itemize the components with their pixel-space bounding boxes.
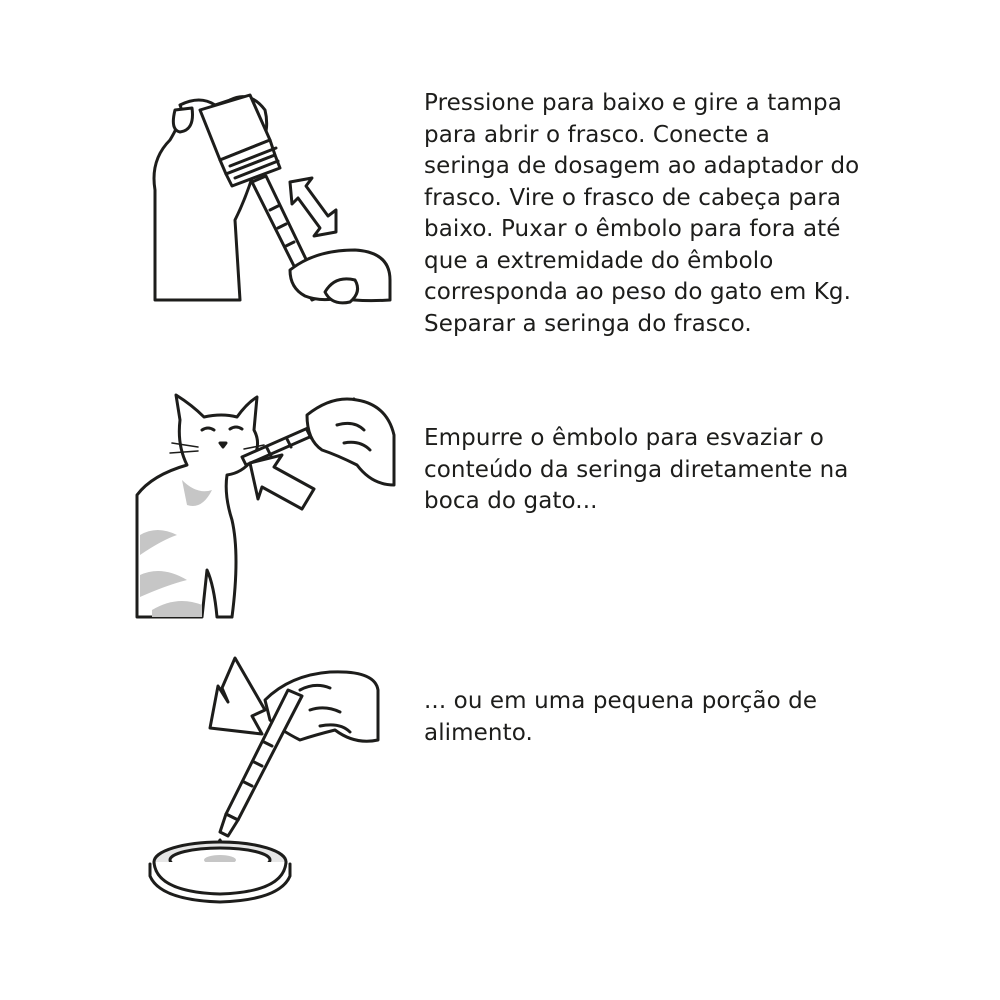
hand-bottle-syringe-icon: [140, 70, 400, 320]
syringe-food-bowl-icon: [140, 650, 400, 910]
step-1-text: Pressione para baixo e gire a tampa para abrir o frasco. Conecte a seringa de dosagem ao adaptador do frasco. Vire o frasco de cabeça para baixo. Puxar o êmbolo para fora até que a extremidade do êmbolo corresponda ao peso do gato em Kg. Separar a seringa do frasco.: [424, 90, 860, 337]
cat-syringe-icon: [132, 385, 402, 625]
step-2-text: Empurre o êmbolo para esvaziar o conteúdo da seringa diretamente na boca do gato...: [424, 425, 849, 514]
step-3-text: ... ou em uma pequena porção de alimento.: [424, 688, 818, 746]
